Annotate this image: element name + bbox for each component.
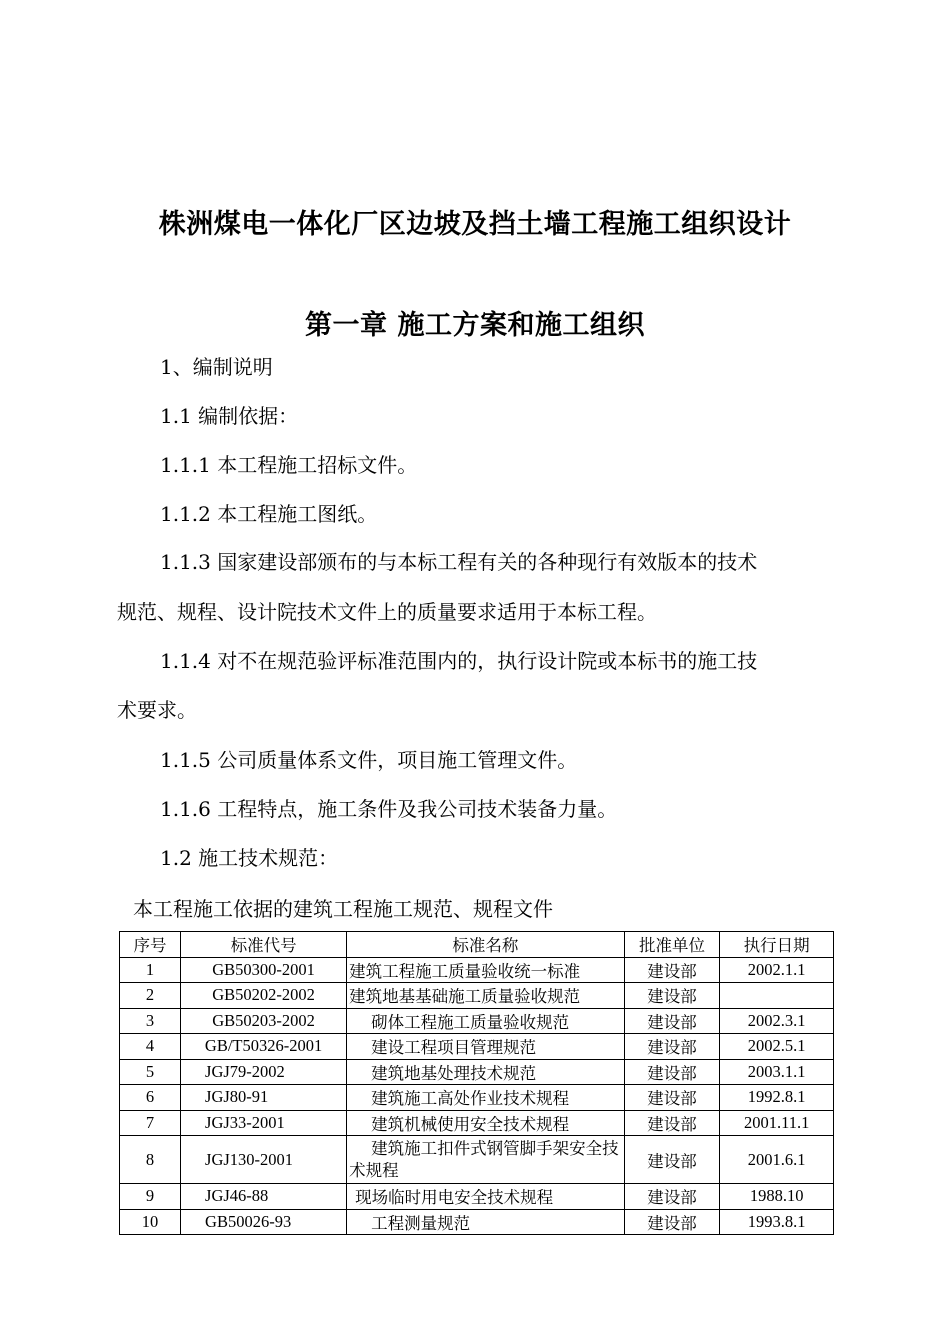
subsection-heading: 1.1 编制依据：	[160, 404, 299, 428]
row-number: 3	[120, 1008, 181, 1034]
paragraph-item: 1.1.5 公司质量体系文件，项目施工管理文件。	[160, 748, 578, 772]
table-row	[120, 1184, 834, 1210]
standard-name: 工程测量规范	[347, 1209, 625, 1235]
approving-unit: 建设部	[624, 1136, 720, 1184]
table-caption: 本工程施工依据的建筑工程施工规范、规程文件	[133, 897, 553, 921]
standard-name: 建筑地基处理技术规范	[347, 1059, 625, 1085]
table-row	[120, 1110, 834, 1136]
effective-date: 2001.11.1	[720, 1110, 834, 1136]
standard-code: JGJ46-88	[181, 1184, 347, 1210]
row-number: 6	[120, 1085, 181, 1111]
standard-name: 建筑施工高处作业技术规程	[347, 1085, 625, 1111]
standard-code: GB/T50326-2001	[181, 1034, 347, 1060]
approving-unit: 建设部	[624, 1110, 720, 1136]
table-row	[120, 957, 834, 983]
header-cell: 标准代号	[181, 932, 347, 958]
effective-date: 1992.8.1	[720, 1085, 834, 1111]
chapter-title: 第一章 施工方案和施工组织	[305, 310, 645, 341]
effective-date: 2002.1.1	[720, 957, 834, 983]
approving-unit: 建设部	[624, 983, 720, 1009]
standard-name: 建筑工程施工质量验收统一标准	[347, 957, 625, 983]
header-cell: 执行日期	[720, 932, 834, 958]
standard-code: JGJ80-91	[181, 1085, 347, 1111]
table-header-row	[120, 932, 834, 958]
row-number: 7	[120, 1110, 181, 1136]
table-row	[120, 1136, 834, 1184]
row-number: 2	[120, 983, 181, 1009]
effective-date: 2003.1.1	[720, 1059, 834, 1085]
effective-date	[720, 983, 834, 1009]
standard-code: JGJ130-2001	[181, 1136, 347, 1184]
effective-date: 1988.10	[720, 1184, 834, 1210]
paragraph-item: 1.1.4 对不在规范验评标准范围内的，执行设计院或本标书的施工技	[160, 649, 758, 673]
effective-date: 2001.6.1	[720, 1136, 834, 1184]
standards-table	[119, 931, 834, 1235]
standard-name: 建筑机械使用安全技术规程	[347, 1110, 625, 1136]
row-number: 10	[120, 1209, 181, 1235]
approving-unit: 建设部	[624, 1184, 720, 1210]
effective-date: 1993.8.1	[720, 1209, 834, 1235]
approving-unit: 建设部	[624, 1085, 720, 1111]
paragraph-continuation: 术要求。	[117, 698, 197, 722]
approving-unit: 建设部	[624, 1209, 720, 1235]
standard-name: 建设工程项目管理规范	[347, 1034, 625, 1060]
table-row	[120, 1059, 834, 1085]
paragraph-item: 1.1.1 本工程施工招标文件。	[160, 453, 418, 477]
table-row	[120, 1008, 834, 1034]
standard-code: JGJ33-2001	[181, 1110, 347, 1136]
row-number: 9	[120, 1184, 181, 1210]
document-title: 株洲煤电一体化厂区边坡及挡土墙工程施工组织设计	[158, 209, 792, 240]
standard-code: GB50202-2002	[181, 983, 347, 1009]
header-cell: 标准名称	[347, 932, 625, 958]
table-row	[120, 1085, 834, 1111]
standard-code: JGJ79-2002	[181, 1059, 347, 1085]
table-row	[120, 1034, 834, 1060]
paragraph-item: 1.1.6 工程特点，施工条件及我公司技术装备力量。	[160, 797, 618, 821]
section-heading: 1、编制说明	[160, 355, 273, 379]
standard-name: 建筑地基基础施工质量验收规范	[347, 983, 625, 1009]
effective-date: 2002.3.1	[720, 1008, 834, 1034]
paragraph-item: 1.1.3 国家建设部颁布的与本标工程有关的各种现行有效版本的技术	[160, 550, 758, 574]
standard-code: GB50300-2001	[181, 957, 347, 983]
approving-unit: 建设部	[624, 1034, 720, 1060]
approving-unit: 建设部	[624, 1008, 720, 1034]
approving-unit: 建设部	[624, 1059, 720, 1085]
approving-unit: 建设部	[624, 957, 720, 983]
standard-name: 建筑施工扣件式钢管脚手架安全技术规程	[347, 1136, 625, 1184]
subsection-heading: 1.2 施工技术规范：	[160, 846, 339, 870]
standard-code: GB50026-93	[181, 1209, 347, 1235]
effective-date: 2002.5.1	[720, 1034, 834, 1060]
standard-code: GB50203-2002	[181, 1008, 347, 1034]
paragraph-continuation: 规范、规程、设计院技术文件上的质量要求适用于本标工程。	[117, 600, 657, 624]
header-cell: 序号	[120, 932, 181, 958]
row-number: 1	[120, 957, 181, 983]
header-cell: 批准单位	[624, 932, 720, 958]
table-row	[120, 1209, 834, 1235]
paragraph-item: 1.1.2 本工程施工图纸。	[160, 502, 378, 526]
row-number: 5	[120, 1059, 181, 1085]
row-number: 4	[120, 1034, 181, 1060]
standard-name: 现场临时用电安全技术规程	[347, 1184, 625, 1210]
row-number: 8	[120, 1136, 181, 1184]
standard-name: 砌体工程施工质量验收规范	[347, 1008, 625, 1034]
table-row	[120, 983, 834, 1009]
